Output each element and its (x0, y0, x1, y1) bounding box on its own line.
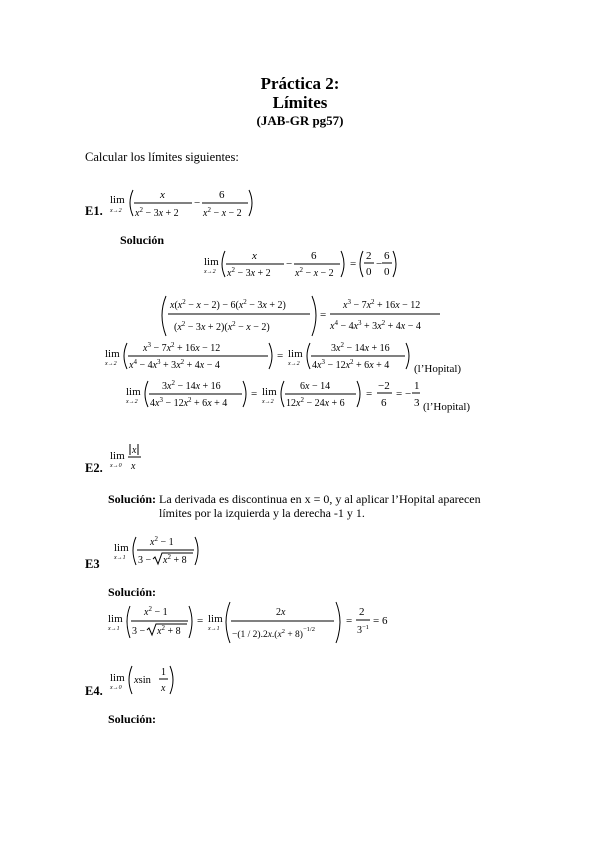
svg-text:x3 − 7x2 + 16x − 12: $x^3 - 7x^2 + 16x - 12$ (343, 298, 421, 311)
e2-statement-formula (108, 440, 148, 476)
svg-text:lim: lim (208, 613, 223, 625)
svg-text:=: = (251, 388, 258, 400)
svg-text:x→1: x→1 (208, 626, 220, 632)
svg-text:lim: lim (126, 386, 141, 398)
svg-text:x2 + 8: $x^2 + 8$ (163, 553, 187, 566)
svg-text:x3 − 7x2 + 16x − 12: $x^3 - 7x^2 + 16x - 12$ (143, 341, 221, 354)
svg-text:3: 3 (414, 397, 420, 409)
svg-text:x2 − x − 2: $x^2 - x - 2$ (295, 266, 334, 279)
e1-solution-step1 (200, 246, 400, 282)
svg-text:3x2 − 14x + 16: $3x^2 - 14x + 16$ (162, 379, 221, 392)
svg-text:x→2: x→2 (288, 361, 300, 367)
svg-text:3−1: $3^{-1}$ (357, 624, 369, 636)
svg-text:lim: lim (288, 348, 303, 360)
svg-text:x2 − 1: $x^2 - 1$ (144, 605, 168, 618)
svg-text:(x2 − 3x + 2)(x2 − x − 2): $(x^2 - 3x + 2)(x^2 - x - 2)$ (174, 320, 270, 333)
svg-text:−: − (286, 258, 293, 270)
e1-statement-formula (106, 184, 266, 224)
svg-text:−: − (194, 197, 201, 209)
e4-solution-label: Solución: (108, 712, 157, 726)
svg-text:3 −: 3 − (138, 555, 152, 566)
svg-text:lim: lim (114, 542, 129, 554)
svg-text:6: 6 (384, 250, 390, 262)
page-subtitle: Límites (272, 93, 328, 112)
svg-text:1: 1 (414, 380, 420, 392)
svg-text:4x3 − 12x2 + 6x + 4: $4x^3 - 12x^2 + 6x + 4$ (312, 358, 390, 371)
e3-label: E3 (85, 557, 100, 571)
svg-text:x2 + 8: $x^2 + 8$ (157, 624, 181, 637)
svg-text:0: 0 (384, 266, 390, 278)
svg-text:x→2: x→2 (110, 208, 122, 214)
svg-text:=: = (320, 309, 327, 321)
svg-text:x→1: x→1 (108, 626, 120, 632)
svg-text:lim: lim (110, 194, 125, 206)
svg-text:x→1: x→1 (114, 555, 126, 561)
svg-text:lim: lim (105, 348, 120, 360)
svg-text:x: x (160, 189, 165, 201)
svg-text:−(1 / 2).2x.(x2 + 8)−1/2: $-(1 / 2).2x.(x^2 + 8)^{-1/2}$ (232, 626, 315, 640)
e1-solution-label: Solución (120, 233, 165, 247)
svg-text:lim: lim (110, 450, 125, 462)
e2-solution-label: Solución: (108, 492, 157, 506)
svg-text:x: x (161, 683, 166, 694)
e3-solution-formula (106, 600, 396, 646)
svg-text:x4 − 4x3 + 3x2 + 4x − 4: $x^4 - 4x^3 + 3x^2 + 4x - 4$ (129, 358, 220, 371)
svg-text:=: = (366, 388, 373, 400)
e4-label: E4. (85, 684, 103, 698)
page-title: Práctica 2: (260, 74, 340, 93)
svg-text:−2: −2 (378, 380, 390, 392)
e2-label: E2. (85, 461, 103, 475)
svg-text:2: 2 (359, 606, 365, 618)
svg-text:x2 − 3x + 2: $x^2 - 3x + 2$ (227, 266, 271, 279)
svg-text:x: x (131, 461, 136, 472)
svg-text:6: 6 (219, 189, 225, 201)
e1-solution-step4 (124, 376, 420, 416)
svg-text:x4 − 4x3 + 3x2 + 4x − 4: $x^4 - 4x^3 + 3x^2 + 4x - 4$ (330, 319, 421, 332)
svg-text:x→0: x→0 (110, 685, 122, 691)
svg-text:xsin: xsin (134, 675, 151, 686)
svg-text:3x2 − 14x + 16: $3x^2 - 14x + 16$ (331, 341, 390, 354)
e4-statement-formula (108, 662, 188, 700)
svg-text:x→2: x→2 (262, 399, 274, 405)
svg-text:4x3 − 12x2 + 6x + 4: $4x^3 - 12x^2 + 6x + 4$ (150, 396, 228, 409)
reference: (JAB-GR pg57) (256, 113, 344, 128)
svg-text:x→2: x→2 (105, 361, 117, 367)
svg-text:x: x (252, 250, 257, 262)
svg-text:=: = (350, 258, 357, 270)
svg-text:x2 − 1: $x^2 - 1$ (150, 535, 174, 548)
svg-text:=: = (277, 350, 284, 362)
e1-solution-step2 (158, 292, 448, 342)
svg-text:lim: lim (110, 672, 125, 684)
svg-text:x(x2 − x − 2) − 6(x2 − 3x + 2): $x(x^2 - x - 2) - 6(x^2 - 3x + 2)$ (170, 298, 286, 311)
svg-text:6x − 14: 6x − 14 (300, 381, 331, 392)
svg-text:x→2: x→2 (204, 269, 216, 275)
intro-text: Calcular los límites siguientes: (85, 150, 239, 164)
svg-text:0: 0 (366, 266, 372, 278)
svg-text:1: 1 (161, 667, 166, 678)
svg-text:=: = (346, 615, 353, 627)
e1-note-1: (l’Hopital) (414, 363, 462, 375)
svg-text:lim: lim (108, 613, 123, 625)
svg-text:12x2 − 24x + 6: $12x^2 - 24x + 6$ (286, 396, 345, 409)
svg-text:−: − (376, 258, 383, 270)
e2-solution-line-1: La derivada es discontinua en x = 0, y al aplicar l’Hopital aparecen (159, 492, 481, 506)
e1-note-2: (l’Hopital) (423, 401, 471, 413)
svg-text:= −: = − (396, 388, 412, 400)
svg-text:6: 6 (381, 397, 387, 409)
svg-text:x→0: x→0 (110, 463, 122, 469)
svg-text:x2 − x − 2: $x^2 - x - 2$ (203, 206, 242, 219)
e1-label: E1. (85, 204, 103, 218)
svg-text:6: 6 (311, 250, 317, 262)
svg-text:3 −: 3 − (132, 626, 146, 637)
svg-text:x2 − 3x + 2: $x^2 - 3x + 2$ (135, 206, 179, 219)
svg-text:2: 2 (366, 250, 372, 262)
e3-statement-formula (112, 532, 202, 572)
svg-text:lim: lim (262, 386, 277, 398)
e2-solution-line-2: límites por la izquierda y la derecha -1 y 1. (159, 506, 365, 520)
e1-solution-step3 (103, 338, 413, 378)
svg-text:x→2: x→2 (126, 399, 138, 405)
e3-solution-label: Solución: (108, 585, 157, 599)
svg-text:= 6: = 6 (373, 615, 388, 627)
svg-text:x: x (132, 445, 137, 456)
svg-text:2x: 2x (276, 607, 286, 618)
svg-text:=: = (197, 615, 204, 627)
svg-text:lim: lim (204, 256, 219, 268)
